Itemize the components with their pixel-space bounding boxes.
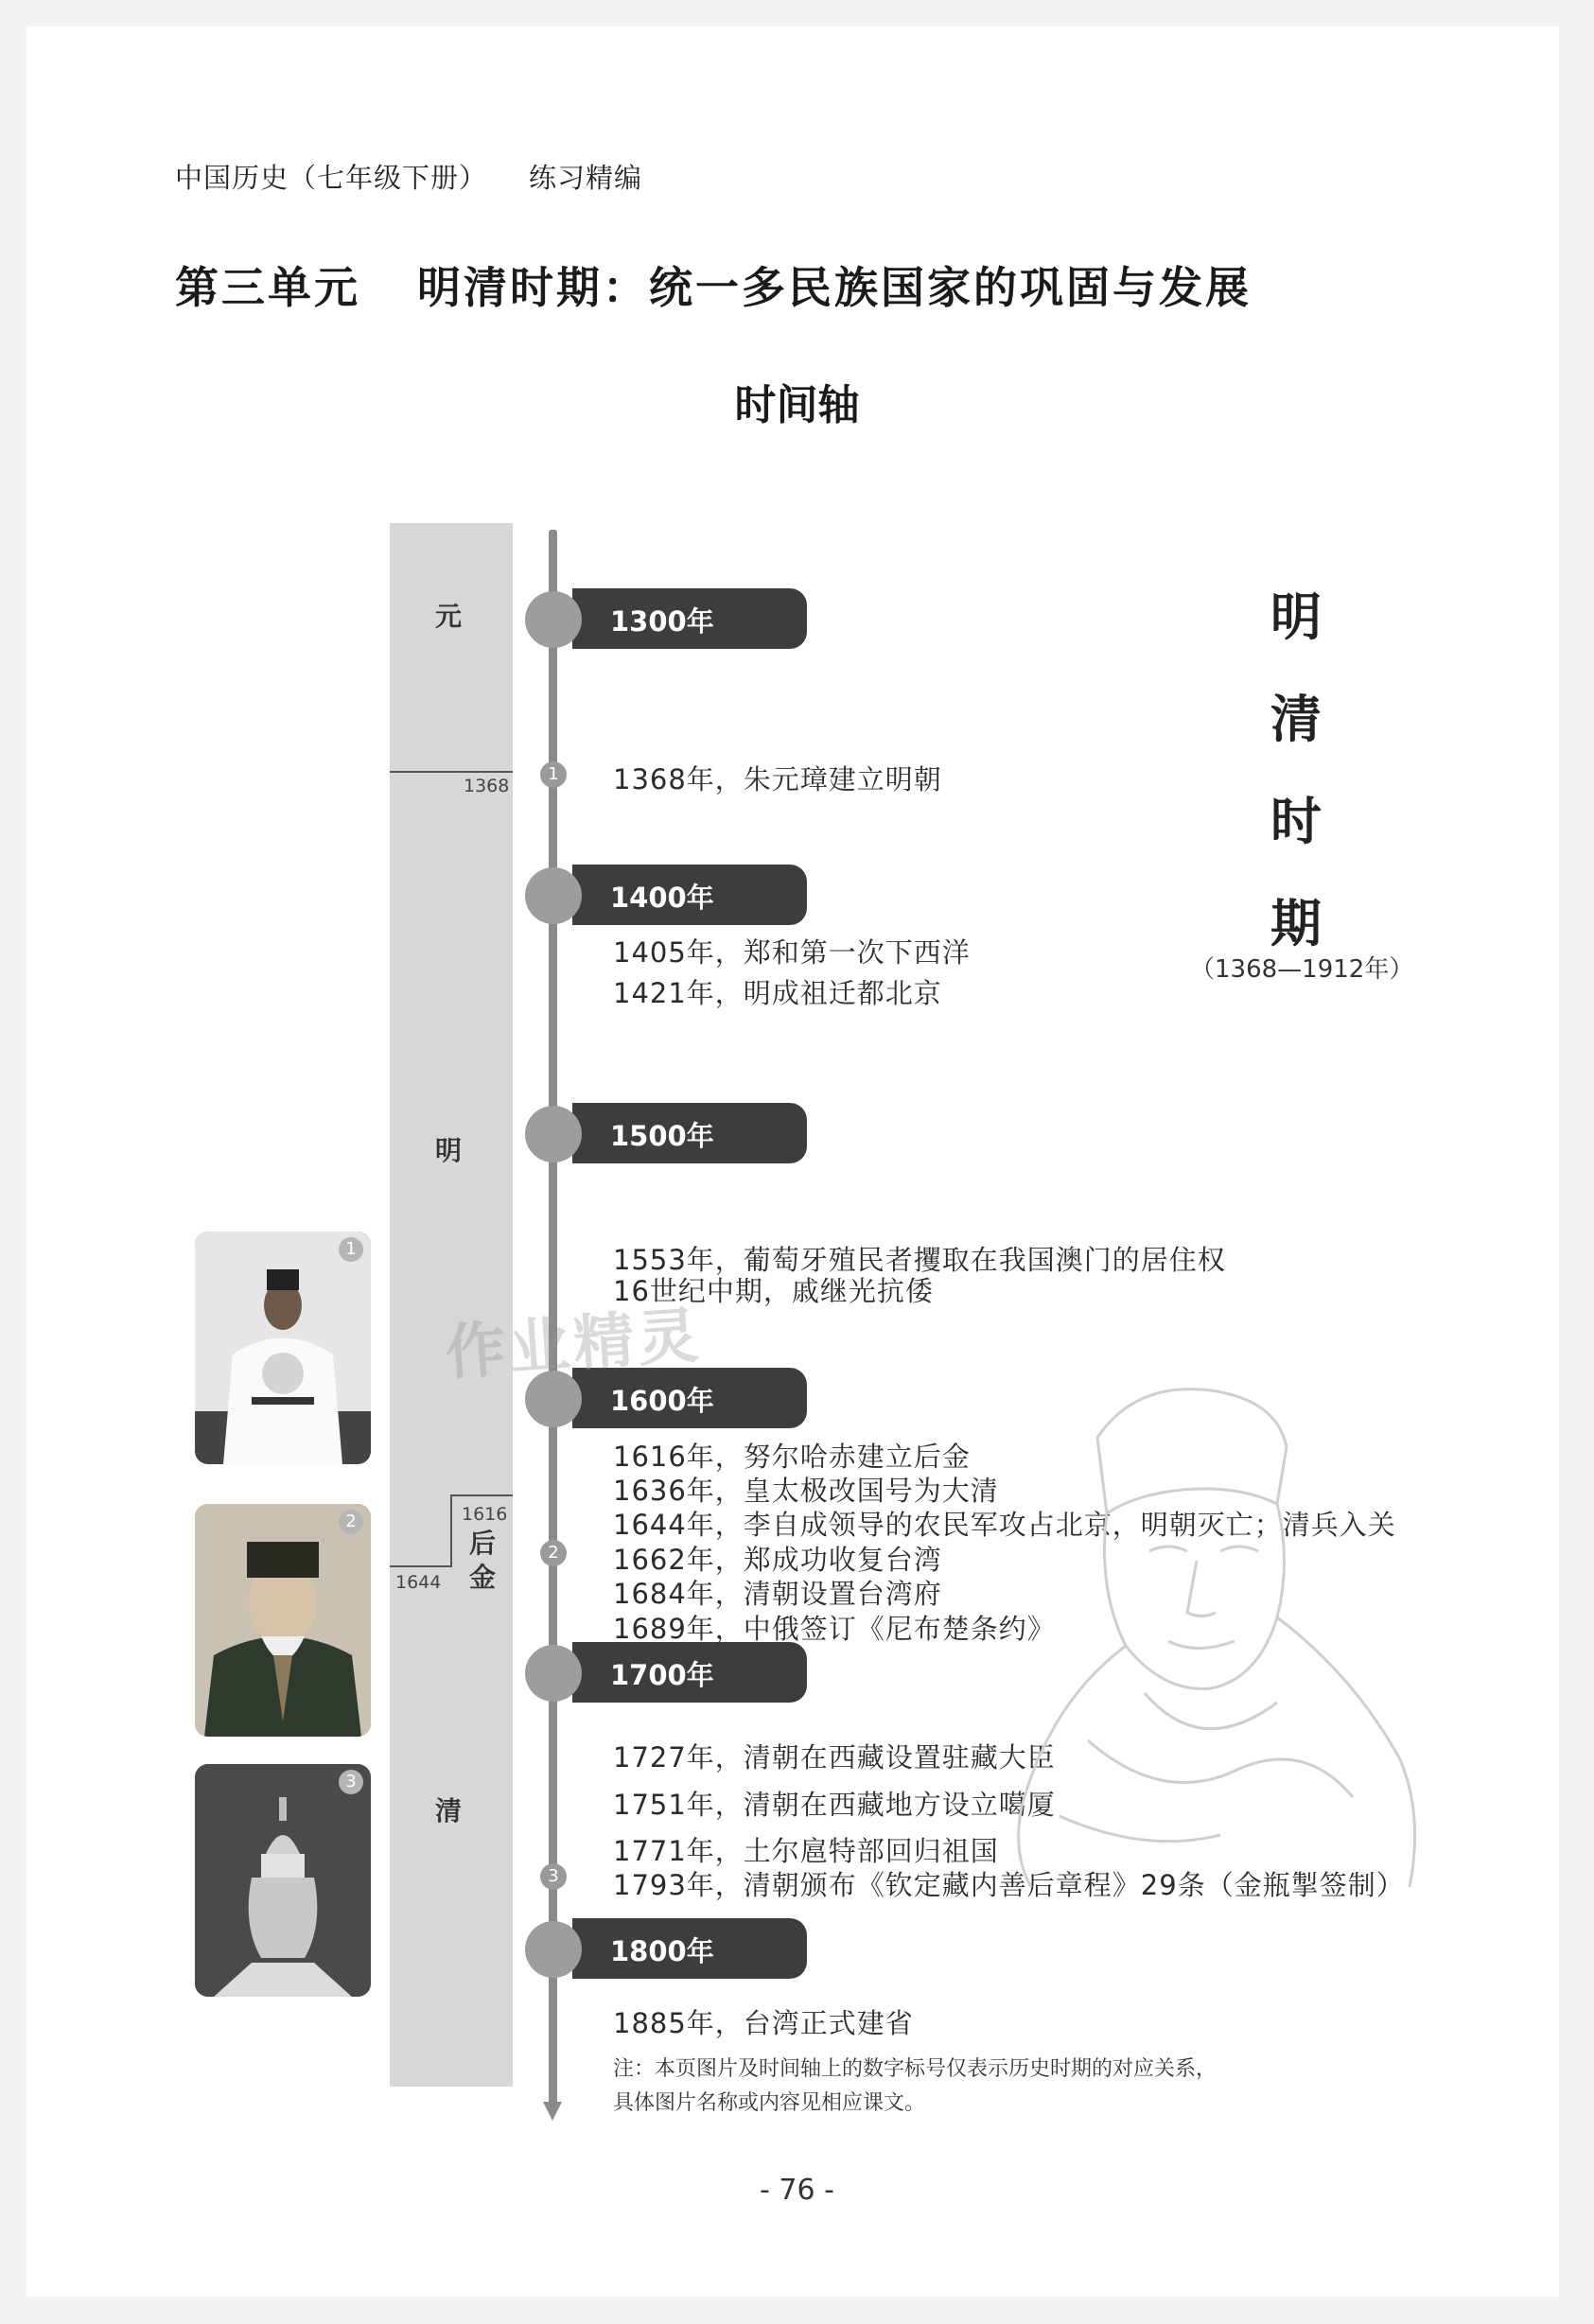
century-dot [525,1921,582,1978]
portrait-sketch-image [993,1362,1438,1892]
photo-1-emperor-portrait [195,1232,371,1464]
timeline-arrow [543,2102,562,2121]
event-1636: 1636年，皇太极改国号为大清 [613,1475,999,1507]
photo-number-3: 3 [339,1770,363,1794]
photo-number-1: 1 [339,1237,363,1262]
century-1800: 1800年 [525,1918,807,1979]
period-char-1: 明 [1270,586,1322,647]
dynasty-houjin-1: 后 [469,1528,497,1559]
photo-2-official-portrait [195,1504,371,1737]
century-1600: 1600年 [525,1368,807,1428]
event-1885: 1885年，台湾正式建省 [613,2007,914,2039]
boundary-1616-label: 1616 [462,1504,508,1525]
timeline-marker-3: 3 [540,1863,567,1890]
event-16th-century: 16世纪中期，戚继光抗倭 [613,1275,934,1307]
page-number: - 76 - [760,2174,834,2207]
unit-title [175,253,1252,316]
century-1500: 1500年 [525,1103,807,1163]
dynasty-yuan: 元 [435,601,463,632]
event-1771: 1771年，土尔扈特部回归祖国 [613,1835,999,1867]
unit-name: 明清时期：统一多民族国家的巩固与发展 [417,262,1252,313]
boundary-houjin-side [450,1494,452,1566]
event-1421: 1421年，明成祖迁都北京 [613,977,942,1009]
event-1751: 1751年，清朝在西藏地方设立噶厦 [613,1789,1056,1821]
century-dot [525,1106,582,1162]
century-1700: 1700年 [525,1642,807,1703]
event-1405: 1405年，郑和第一次下西洋 [613,936,971,969]
photo-number-2: 2 [339,1510,363,1534]
dynasty-houjin-2: 金 [469,1562,497,1593]
event-1662: 1662年，郑成功收复台湾 [613,1544,942,1576]
unit-number: 第三单元 [175,262,360,313]
period-char-3: 时 [1270,791,1322,851]
boundary-1616 [450,1494,513,1496]
event-1684: 1684年，清朝设置台湾府 [613,1578,942,1610]
event-1616: 1616年，努尔哈赤建立后金 [613,1441,971,1473]
event-1368: 1368年，朱元璋建立明朝 [613,763,942,795]
century-1400: 1400年 [525,865,807,925]
event-1689: 1689年，中俄签订《尼布楚条约》 [613,1613,1056,1645]
series-title: 练习精编 [529,162,643,194]
event-1644: 1644年，李自成领导的农民军攻占北京，明朝灭亡；清兵入关 [613,1509,1396,1541]
century-dot [525,867,582,924]
timeline-marker-1: 1 [540,761,567,788]
watermark: 作业精灵 [443,1301,705,1389]
emperor-portrait-image [195,1232,371,1464]
section-title: 时间轴 [734,381,860,429]
century-dot [525,591,582,648]
running-header [175,157,642,196]
note-line-1: 注：本页图片及时间轴上的数字标号仅表示历史时期的对应关系， [613,2057,1217,2081]
boundary-1644-label: 1644 [395,1572,442,1593]
timeline-marker-2: 2 [540,1540,567,1566]
boundary-1368 [390,771,513,773]
period-char-2: 清 [1270,689,1322,749]
note-line-2: 具体图片名称或内容见相应课文。 [613,2091,926,2115]
boundary-1368-label: 1368 [464,776,510,796]
boundary-1644 [390,1565,452,1567]
century-1300: 1300年 [525,588,807,649]
official-portrait-image [195,1504,371,1737]
period-char-4: 期 [1270,893,1322,953]
century-dot [525,1645,582,1702]
period-range: （1368—1912年） [1190,955,1414,984]
golden-urn-image [195,1764,371,1997]
event-1793: 1793年，清朝颁布《钦定藏内善后章程》29条（金瓶掣签制） [613,1869,1405,1901]
book-title: 中国历史（七年级下册） [175,162,488,194]
event-1727: 1727年，清朝在西藏设置驻藏大臣 [613,1741,1056,1774]
dynasty-ming: 明 [435,1135,463,1166]
dynasty-qing: 清 [435,1795,463,1826]
event-1553: 1553年，葡萄牙殖民者攫取在我国澳门的居住权 [613,1244,1226,1276]
photo-3-golden-urn [195,1764,371,1997]
